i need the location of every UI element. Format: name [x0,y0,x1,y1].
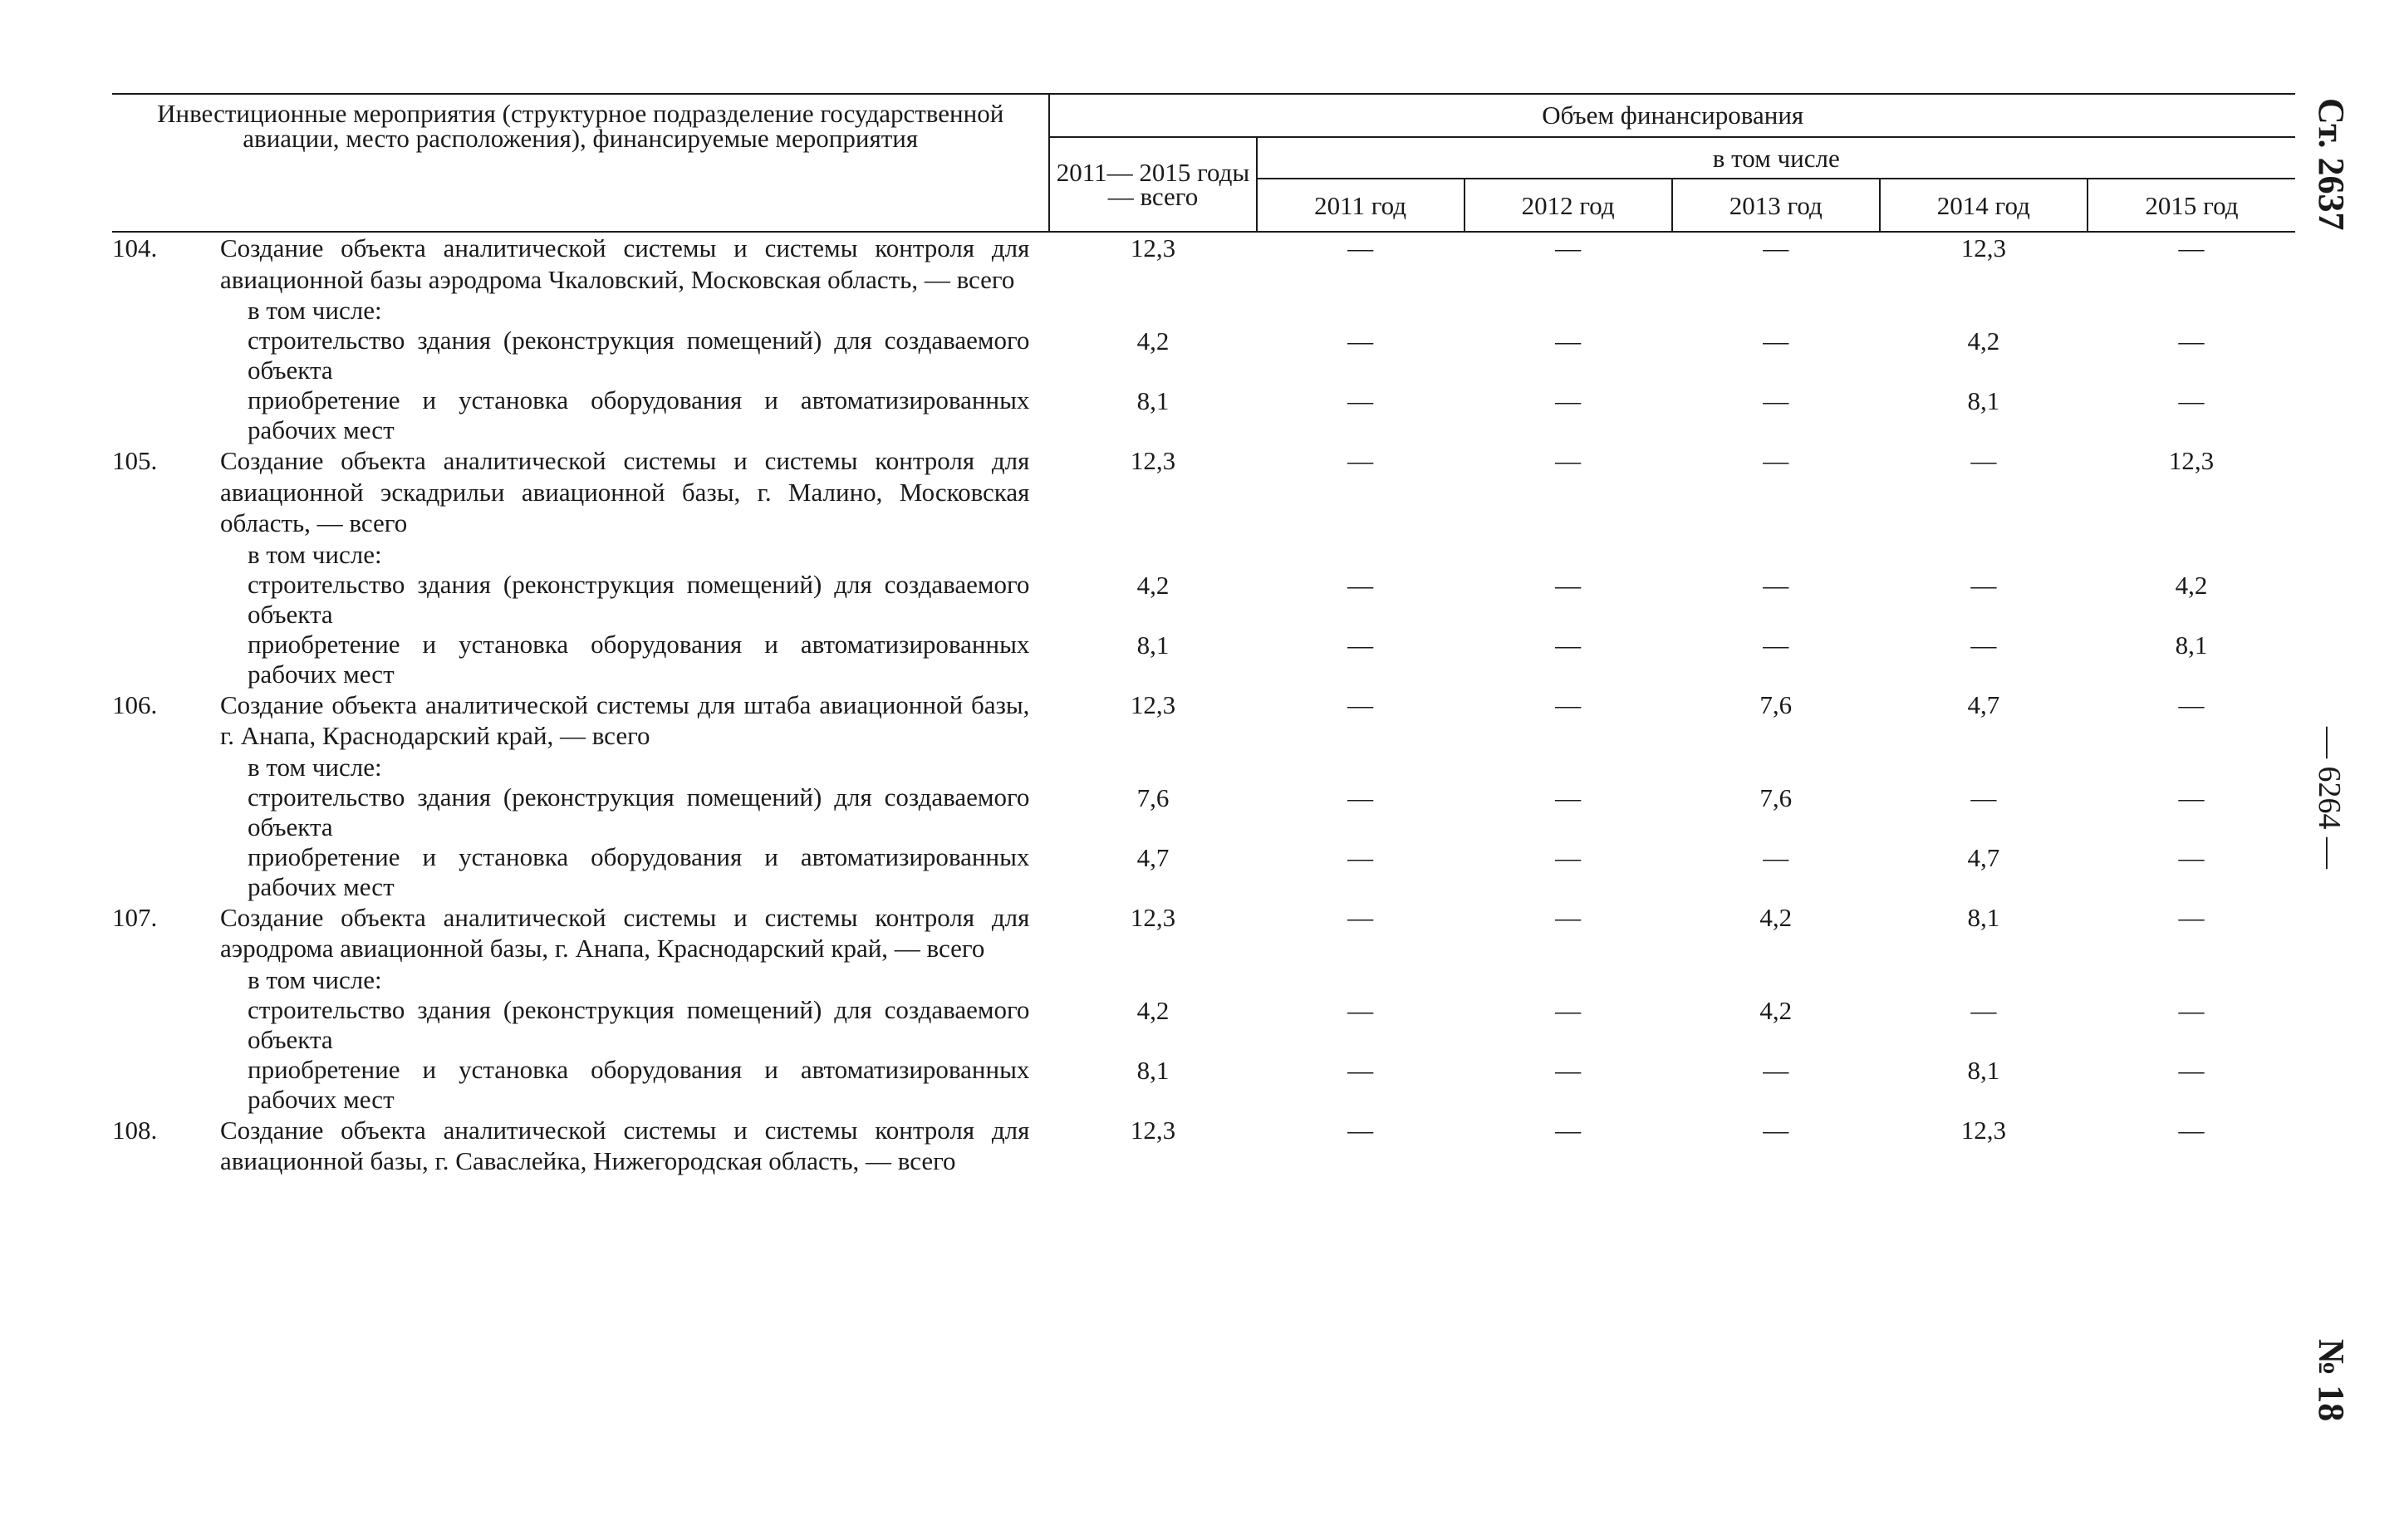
cell-total: 4,7 [1136,842,1170,872]
cell-total: 8,1 [1136,386,1170,415]
cell-year-2013: — [1763,570,1789,600]
including-label [112,964,1049,995]
including-label-text: в том числе: [248,752,382,782]
including-label [112,752,1049,782]
cell-total: 7,6 [1136,782,1170,812]
subitem-description [112,570,1049,630]
cell-year-2011 [1257,539,1464,570]
cell-year-2013: 7,6 [1759,689,1793,719]
cell-total: 4,2 [1136,570,1170,600]
cell-year-2011: — [1347,782,1374,812]
table-body [112,232,2295,1177]
cell-year-2011: — [1347,386,1374,415]
table-row-subitem [112,782,2295,842]
measure-title: Создание объекта аналитической системы и системы контроля для авиационной базы аэродрома Чкаловский, Московская область, — всего [220,233,1030,294]
cell-year-2014: — [1970,995,1997,1025]
cell-year-2011 [1257,752,1464,782]
subitem-title: строительство здания (реконструкция помещений) для создаваемого объекта [248,569,1030,629]
measure-description [112,1115,1049,1177]
cell-total [1049,752,1256,782]
subitem-description [112,385,1049,445]
cell-year-2011: — [1347,446,1374,475]
cell-year-2015: — [2178,842,2205,872]
cell-year-2012: — [1555,630,1582,660]
cell-year-2013: — [1763,1055,1789,1085]
subitem-description [112,1055,1049,1115]
cell-year-2011: — [1347,902,1374,932]
cell-year-2012: — [1555,995,1582,1025]
cell-total: 12,3 [1130,902,1176,932]
cell-year-2012: — [1555,386,1582,415]
header-year-2014: 2014 год [1880,179,2088,232]
cell-year-2011: — [1347,326,1374,356]
cell-year-2014: 4,7 [1967,689,2000,719]
cell-year-2015 [2088,295,2295,326]
measure-description [112,445,1049,539]
cell-year-2013: 7,6 [1759,782,1793,812]
cell-year-2012 [1464,539,1672,570]
table-row-subitem [112,842,2295,902]
header-year-2011: 2011 год [1257,179,1464,232]
cell-total [1049,964,1256,995]
row-number: 104. [112,233,158,262]
cell-year-2011: — [1347,1055,1374,1085]
cell-year-2015: — [2178,386,2205,415]
cell-year-2014: — [1970,446,1997,475]
cell-year-2013: — [1763,233,1789,262]
including-label-text: в том числе: [248,539,382,569]
cell-year-2011: — [1347,630,1374,660]
table-row-subitem [112,630,2295,689]
subitem-description [112,842,1049,902]
including-label-text: в том числе: [248,964,382,994]
subitem-title: строительство здания (реконструкция помещений) для создаваемого объекта [248,994,1030,1054]
cell-year-2013 [1672,752,1880,782]
cell-year-2015: — [2178,233,2205,262]
cell-year-2012: — [1555,1055,1582,1085]
row-number: 106. [112,689,158,719]
cell-year-2013: 4,2 [1759,995,1793,1025]
cell-year-2015: — [2178,902,2205,932]
cell-total: 4,2 [1136,995,1170,1025]
row-number: 105. [112,446,158,475]
header-total: 2011— 2015 годы — всего [1049,137,1256,232]
row-number: 108. [112,1115,158,1145]
cell-year-2012 [1464,964,1672,995]
article-number: Ст. 2637 [2311,98,2352,231]
cell-year-2014: 12,3 [1960,233,2006,262]
cell-year-2015 [2088,752,2295,782]
cell-year-2012: — [1555,842,1582,872]
cell-total: 8,1 [1136,1055,1170,1085]
including-label [112,539,1049,570]
table-row-subitem [112,995,2295,1055]
cell-total [1049,295,1256,326]
header-year-2013: 2013 год [1672,179,1880,232]
header-year-2015: 2015 год [2088,179,2295,232]
table-row-subitem [112,570,2295,630]
table-header [112,94,2295,232]
cell-year-2013 [1672,964,1880,995]
header-funding-volume: Объем финансирования [1049,94,2295,137]
subitem-title: приобретение и установка оборудования и автоматизированных рабочих мест [248,385,1030,444]
cell-year-2015: — [2178,1055,2205,1085]
cell-year-2014: 8,1 [1967,386,2000,415]
cell-year-2015: — [2178,782,2205,812]
cell-year-2013 [1672,539,1880,570]
cell-year-2015: — [2178,689,2205,719]
cell-year-2014: — [1970,782,1997,812]
cell-year-2013: — [1763,386,1789,415]
measure-description [112,902,1049,964]
cell-year-2011: — [1347,233,1374,262]
cell-total: 12,3 [1130,446,1176,475]
cell-year-2014 [1880,539,2088,570]
cell-year-2015 [2088,964,2295,995]
cell-year-2015: — [2178,995,2205,1025]
cell-year-2013: — [1763,630,1789,660]
table-row-subitem [112,1055,2295,1115]
subitem-description [112,630,1049,689]
cell-year-2011 [1257,964,1464,995]
subitem-description [112,326,1049,385]
cell-year-2014: 4,2 [1967,326,2000,356]
table-row-subitem [112,385,2295,445]
header-measures: Инвестиционные мероприятия (структурное подразделение государственной авиации, место расположения), финансируемые мероприятия [112,94,1049,232]
row-number: 107. [112,902,158,932]
header-year-2012: 2012 год [1464,179,1672,232]
subitem-title: приобретение и установка оборудования и автоматизированных рабочих мест [248,1054,1030,1114]
measure-title: Создание объекта аналитической системы для штаба авиационной базы, г. Анапа, Краснодарский край, — всего [220,689,1030,750]
table-row-including-label [112,539,2295,570]
cell-year-2011: — [1347,842,1374,872]
cell-year-2014 [1880,752,2088,782]
cell-total: 4,2 [1136,326,1170,356]
subitem-title: приобретение и установка оборудования и автоматизированных рабочих мест [248,841,1030,901]
cell-year-2012: — [1555,570,1582,600]
measure-title: Создание объекта аналитической системы и системы контроля для авиационной эскадрильи авиационной базы, г. Малино, Московская область, — всего [220,446,1030,537]
measure-description [112,689,1049,752]
table-row-subitem [112,326,2295,385]
cell-year-2013: — [1763,446,1789,475]
cell-year-2015: — [2178,326,2205,356]
cell-year-2012: — [1555,446,1582,475]
funding-table [112,93,2295,1177]
cell-year-2012: — [1555,1115,1582,1145]
subitem-description [112,782,1049,842]
measure-description [112,233,1049,295]
table-row-measure [112,1115,2295,1177]
cell-total: 12,3 [1130,233,1176,262]
cell-year-2015 [2088,539,2295,570]
cell-year-2012: — [1555,233,1582,262]
table-row-measure [112,689,2295,752]
cell-year-2014: 8,1 [1967,1055,2000,1085]
cell-year-2011: — [1347,1115,1374,1145]
cell-year-2013: 4,2 [1759,902,1793,932]
cell-year-2014 [1880,295,2088,326]
issue-number: № 18 [2311,1339,2352,1422]
subitem-title: приобретение и установка оборудования и автоматизированных рабочих мест [248,629,1030,689]
table-row-measure [112,445,2295,539]
cell-total [1049,539,1256,570]
cell-year-2015: 12,3 [2168,446,2215,475]
cell-year-2011: — [1347,689,1374,719]
cell-year-2014: 8,1 [1967,902,2000,932]
table-row-including-label [112,964,2295,995]
cell-year-2011: — [1347,570,1374,600]
cell-total: 12,3 [1130,1115,1176,1145]
measure-title: Создание объекта аналитической системы и системы контроля для аэродрома авиационной базы, г. Анапа, Краснодарский край, — всего [220,902,1030,963]
table-row-measure [112,232,2295,295]
cell-year-2013 [1672,295,1880,326]
table-row-including-label [112,752,2295,782]
cell-year-2014: — [1970,570,1997,600]
cell-year-2012: — [1555,326,1582,356]
cell-year-2012: — [1555,689,1582,719]
table-row-including-label [112,295,2295,326]
cell-year-2012: — [1555,782,1582,812]
cell-year-2014: 4,7 [1967,842,2000,872]
cell-year-2015: 4,2 [2175,570,2208,600]
cell-total: 12,3 [1130,689,1176,719]
table-row-measure [112,902,2295,964]
subitem-title: строительство здания (реконструкция помещений) для создаваемого объекта [248,782,1030,841]
subitem-description [112,995,1049,1055]
cell-year-2015: — [2178,1115,2205,1145]
cell-year-2012: — [1555,902,1582,932]
cell-year-2013: — [1763,842,1789,872]
page-number: — 6264 — [2312,727,2347,869]
cell-year-2013: — [1763,1115,1789,1145]
cell-year-2014: — [1970,630,1997,660]
cell-year-2013: — [1763,326,1789,356]
subitem-title: строительство здания (реконструкция помещений) для создаваемого объекта [248,326,1030,385]
including-label-text: в том числе: [248,296,382,325]
cell-year-2012 [1464,295,1672,326]
cell-year-2014 [1880,964,2088,995]
cell-year-2011: — [1347,995,1374,1025]
cell-year-2015: 8,1 [2175,630,2208,660]
cell-year-2014: 12,3 [1960,1115,2006,1145]
cell-year-2011 [1257,295,1464,326]
measure-title: Создание объекта аналитической системы и системы контроля для авиационной базы, г. Саваслейка, Нижегородская область, — всего [220,1115,1030,1175]
header-including: в том числе [1257,137,2295,179]
including-label [112,295,1049,326]
cell-year-2012 [1464,752,1672,782]
cell-total: 8,1 [1136,630,1170,660]
